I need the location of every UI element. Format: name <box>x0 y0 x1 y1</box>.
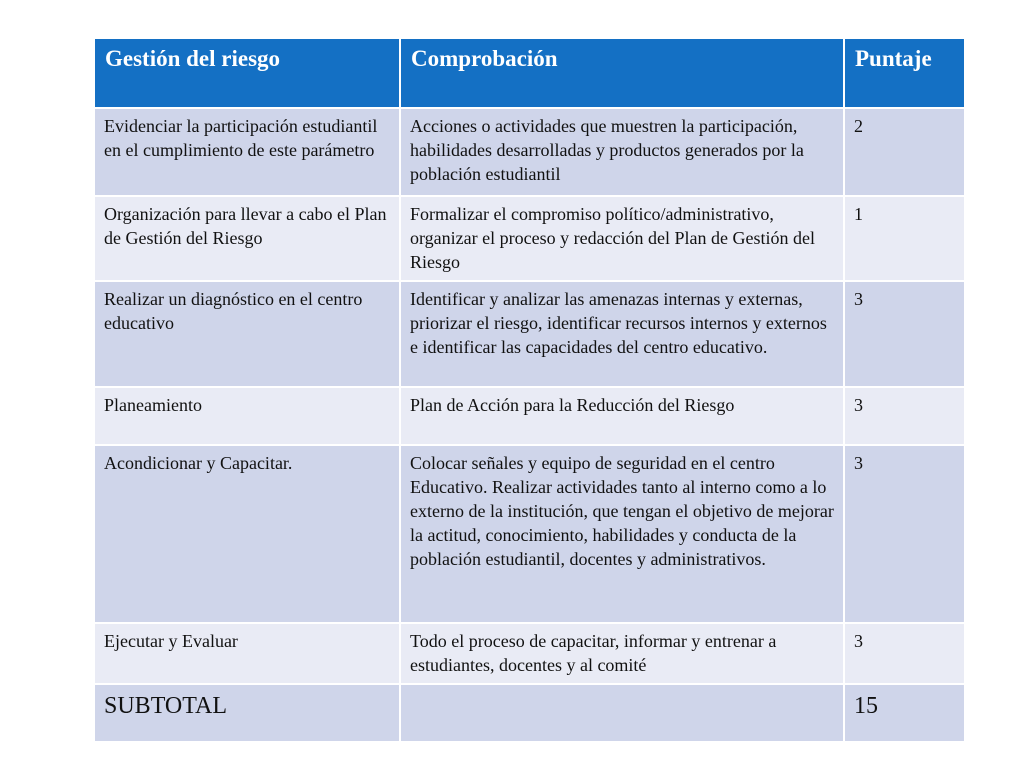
cell-puntaje: 2 <box>844 108 965 196</box>
risk-management-table <box>93 37 966 743</box>
table-row <box>94 445 965 623</box>
table-row <box>94 281 965 387</box>
cell-puntaje: 3 <box>844 623 965 684</box>
cell-gestion: Planeamiento <box>94 387 400 445</box>
subtotal-puntaje: 15 <box>844 684 965 742</box>
table-row <box>94 387 965 445</box>
cell-gestion: Evidenciar la participación estudiantil en el cumplimiento de este parámetro <box>94 108 400 196</box>
cell-comprobacion: Todo el proceso de capacitar, informar y entrenar a estudiantes, docentes y al comité <box>400 623 844 684</box>
cell-puntaje: 3 <box>844 445 965 623</box>
header-comprobacion: Comprobación <box>400 38 844 108</box>
table-header-row <box>94 38 965 108</box>
cell-comprobacion: Identificar y analizar las amenazas internas y externas, priorizar el riesgo, identificar recursos internos y externos e identificar las capacidades del centro educativo. <box>400 281 844 387</box>
table-row <box>94 623 965 684</box>
subtotal-comprobacion <box>400 684 844 742</box>
table-row <box>94 196 965 281</box>
cell-gestion: Acondicionar y Capacitar. <box>94 445 400 623</box>
subtotal-row <box>94 684 965 742</box>
cell-puntaje: 1 <box>844 196 965 281</box>
header-puntaje: Puntaje <box>844 38 965 108</box>
cell-comprobacion: Formalizar el compromiso político/administrativo, organizar el proceso y redacción del Plan de Gestión del Riesgo <box>400 196 844 281</box>
subtotal-label: SUBTOTAL <box>94 684 400 742</box>
cell-comprobacion: Acciones o actividades que muestren la participación, habilidades desarrolladas y productos generados por la población estudiantil <box>400 108 844 196</box>
cell-gestion: Realizar un diagnóstico en el centro educativo <box>94 281 400 387</box>
table-row <box>94 108 965 196</box>
cell-gestion: Organización para llevar a cabo el Plan de Gestión del Riesgo <box>94 196 400 281</box>
scoring-table-container <box>93 37 964 743</box>
header-gestion: Gestión del riesgo <box>94 38 400 108</box>
cell-puntaje: 3 <box>844 281 965 387</box>
cell-gestion: Ejecutar y Evaluar <box>94 623 400 684</box>
cell-comprobacion: Colocar señales y equipo de seguridad en el centro Educativo. Realizar actividades tanto al interno como a lo externo de la institución, que tengan el objetivo de mejorar la actitud, conocimiento, habilidades y conducta de la población estudiantil, docentes y administrativos. <box>400 445 844 623</box>
cell-puntaje: 3 <box>844 387 965 445</box>
cell-comprobacion: Plan de Acción para la Reducción del Riesgo <box>400 387 844 445</box>
